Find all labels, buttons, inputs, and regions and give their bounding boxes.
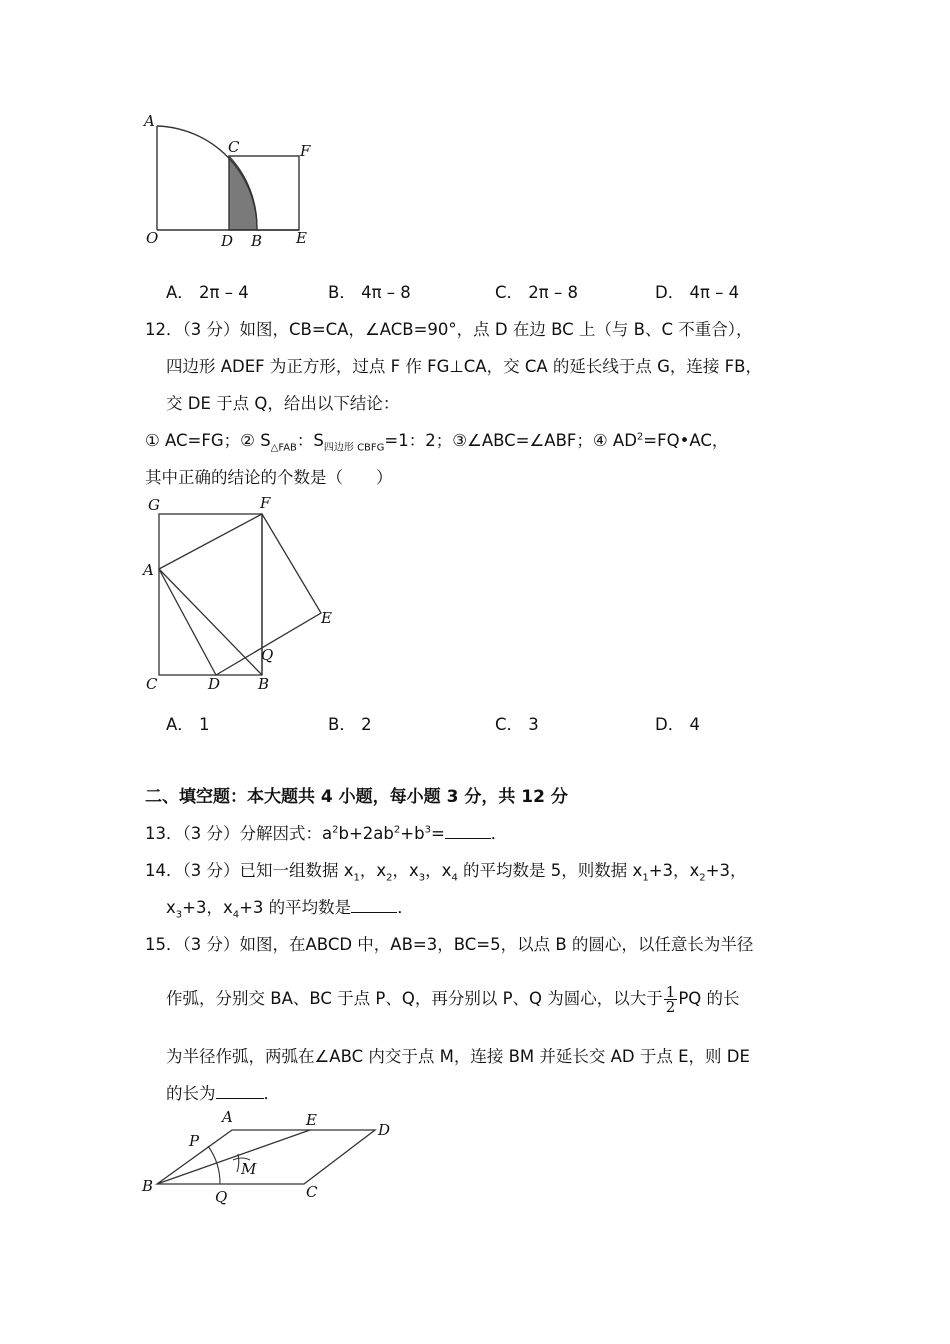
q14-number: 14． — [145, 861, 183, 880]
q12-segment-AB — [159, 569, 262, 675]
q12-label-B: B — [258, 675, 270, 693]
q12-label-A: A — [143, 561, 154, 579]
q15-label-Q: Q — [215, 1188, 228, 1206]
q15-answer-blank[interactable] — [216, 1082, 264, 1099]
q11-label-D: D — [221, 232, 234, 250]
q12-conclusions: ① AC=FG；② $S_{\triangle FAB}$：$S_{四边形 CBFG}=1$：2；③∠ABC=∠ABF；④ $AD^2=FQ•AC$， — [145, 431, 729, 454]
q13-score: （3 分） — [182, 824, 240, 843]
q12-figure — [140, 492, 340, 697]
q12-option-c[interactable]: C． 3 — [495, 715, 539, 734]
q11-shaded-region — [229, 156, 257, 230]
q11-option-c[interactable]: C． 2π – 8 — [495, 283, 578, 302]
q15-fraction-half: $\frac{1}{2}$ — [665, 983, 676, 1016]
q14-score: （3 分） — [182, 861, 240, 880]
q11-label-E: E — [296, 229, 307, 247]
q12-number: 12． — [145, 320, 183, 339]
q12-label-Q: Q — [261, 646, 274, 664]
q12-label-D: D — [208, 675, 221, 693]
q14-line1: 14．（3 分）已知一组数据 $x_1$，$x_2$，$x_3$，$x_4$ 的平均数是 5，则数据 $x_1+3$，$x_2+3$， — [145, 861, 747, 884]
q11-label-F: F — [300, 142, 311, 160]
q11-label-C: C — [228, 138, 240, 156]
q15-label-M: M — [241, 1160, 257, 1178]
q13-number: 13． — [145, 824, 183, 843]
q13-line: 13．（3 分）分解因式：$a^2b+2ab^2+b^3=$ ． — [145, 824, 508, 843]
q11-option-d[interactable]: D． 4π – 4 — [655, 283, 740, 302]
q12-option-a[interactable]: A． 1 — [166, 715, 210, 734]
q11-label-B: B — [251, 232, 263, 250]
q15-line4: 的长为 ． — [166, 1084, 280, 1103]
q12-label-C: C — [146, 675, 158, 693]
q12-line3: 交 DE 于点 Q，给出以下结论： — [166, 394, 400, 413]
q14-line2: $x_3+3$，$x_4+3$ 的平均数是 ． — [166, 898, 414, 921]
q15-label-D: D — [378, 1121, 391, 1139]
q15-segment-BE — [157, 1130, 310, 1184]
q12-score: （3 分） — [182, 320, 240, 339]
q15-label-B: B — [142, 1177, 154, 1195]
q15-score: （3 分） — [182, 935, 240, 954]
q15-label-E: E — [306, 1111, 317, 1129]
q12-line1 — [145, 316, 753, 340]
q15-line1: 15．（3 分）如图，在ABCD 中，AB=3，BC=5，以点 B 的圆心，以任意长为半径 — [145, 935, 754, 954]
q14-answer-blank[interactable] — [351, 896, 397, 913]
q15-arc-M2 — [237, 1154, 239, 1172]
q12-option-b[interactable]: B． 2 — [328, 715, 372, 734]
q15-label-C: C — [306, 1183, 318, 1201]
q11-label-A: A — [144, 112, 155, 130]
q12-line5: 其中正确的结论的个数是（ ） — [145, 468, 393, 487]
q12-label-G: G — [148, 496, 160, 514]
q15-label-P: P — [189, 1132, 200, 1150]
q15-line3: 为半径作弧，两弧在∠ABC 内交于点 M，连接 BM 并延长交 AD 于点 E，则 DE — [166, 1047, 750, 1066]
q13-answer-blank[interactable] — [445, 822, 491, 839]
q11-option-a[interactable]: A． 2π – 4 — [166, 283, 249, 302]
q11-label-O: O — [146, 229, 159, 247]
q15-number: 15． — [145, 935, 183, 954]
q12-option-d[interactable]: D． 4 — [655, 715, 700, 734]
q12-rect-CBFG — [159, 514, 262, 675]
q15-label-A: A — [222, 1108, 233, 1126]
section2-title: 二、填空题：本大题共 4 小题，每小题 3 分，共 12 分 — [145, 787, 568, 807]
q11-figure — [138, 108, 328, 253]
q12-label-F: F — [260, 494, 271, 512]
q12-text1: 如图，CB=CA，∠ACB=90°，点 D 在边 BC 上（与 B、C 不重合）， — [239, 320, 753, 339]
q12-line2: 四边形 ADEF 为正方形，过点 F 作 FG⊥CA，交 CA 的延长线于点 G，连接 FB， — [166, 357, 762, 376]
q11-option-b[interactable]: B． 4π – 8 — [328, 283, 411, 302]
q15-figure — [138, 1106, 408, 1206]
q12-label-E: E — [321, 609, 332, 627]
q15-line2: 作弧，分别交 BA、BC 于点 P、Q，再分别以 P、Q 为圆心，以大于 $\frac{1}{2}$ PQ 的长 — [166, 983, 740, 1016]
